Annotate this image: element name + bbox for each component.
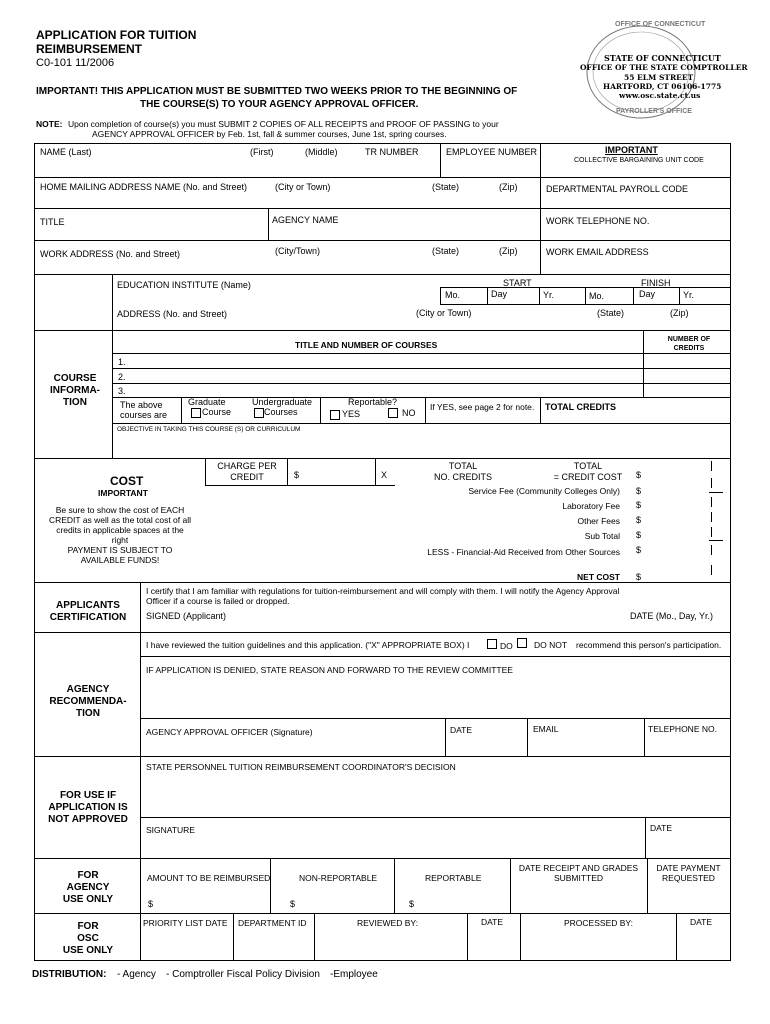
frame-right bbox=[730, 143, 731, 961]
label-important: IMPORTANT bbox=[605, 145, 658, 155]
label-institute-city: (City or Town) bbox=[416, 308, 472, 318]
frame-top bbox=[34, 143, 731, 144]
label-amount-reimbursed: AMOUNT TO BE REIMBURSED bbox=[147, 873, 271, 883]
label-start-mo: Mo. bbox=[445, 290, 461, 300]
label-start: START bbox=[503, 278, 532, 288]
section-agency-rec: AGENCY RECOMMENDA- TION bbox=[49, 684, 127, 719]
label-other-fees: Other Fees bbox=[577, 516, 620, 526]
label-bargaining-code: COLLECTIVE BARGAINING UNIT CODE bbox=[574, 157, 704, 164]
label-recommend: recommend this person's participation. bbox=[576, 640, 722, 650]
label-institute: EDUCATION INSTITUTE (Name) bbox=[117, 280, 251, 290]
dollar-other-fees: $ bbox=[636, 515, 642, 525]
label-employee-number: EMPLOYEE NUMBER bbox=[446, 147, 538, 157]
seal-arc-top: OFFICE OF CONNECTICUT bbox=[615, 21, 706, 28]
label-total-credits: TOTAL CREDITS bbox=[545, 402, 617, 412]
label-institute-zip: (Zip) bbox=[670, 308, 689, 318]
multiply-x: X bbox=[381, 470, 388, 480]
dollar-less-aid: $ bbox=[636, 545, 642, 555]
label-number-credits: NUMBER OF CREDITS bbox=[667, 336, 711, 352]
label-home-zip: (Zip) bbox=[499, 182, 518, 192]
label-finish: FINISH bbox=[641, 278, 671, 288]
label-processed-by: PROCESSED BY: bbox=[564, 918, 633, 928]
label-work-email: WORK EMAIL ADDRESS bbox=[546, 247, 649, 257]
do-not-checkbox[interactable] bbox=[517, 638, 527, 648]
label-institute-address: ADDRESS (No. and Street) bbox=[117, 309, 228, 319]
label-yes: YES bbox=[342, 409, 361, 419]
important-notice-line1: IMPORTANT! THIS APPLICATION MUST BE SUBMITTED TWO WEEKS PRIOR TO THE BEGINNING OF bbox=[36, 86, 518, 97]
label-reviewed: I have reviewed the tuition guidelines and this application. ("X" APPROPRIATE BOX) I bbox=[146, 640, 470, 650]
label-undergraduate: Undergraduate bbox=[252, 397, 313, 407]
distribution-comptroller: - Comptroller Fiscal Policy Division bbox=[166, 969, 320, 980]
note-line2: AGENCY APPROVAL OFFICER by Feb. 1st, fall & summer courses, June 1st, spring courses. bbox=[92, 129, 447, 139]
label-middle: (Middle) bbox=[305, 147, 338, 157]
cost-instructions: Be sure to show the cost of EACH CREDIT as well as the total cost of all credits in applicable spaces at the right PAYMENT IS SUBJECT TO AVAILABLE FUNDS! bbox=[48, 505, 192, 565]
distribution-employee: -Employee bbox=[330, 969, 378, 980]
label-na-date: DATE bbox=[650, 823, 673, 833]
form-number: C0-101 11/2006 bbox=[36, 57, 115, 69]
label-total-no-credits: TOTAL NO. CREDITS bbox=[433, 461, 492, 482]
label-net-cost: NET COST bbox=[577, 572, 620, 582]
dollar-non-reportable: $ bbox=[290, 899, 296, 909]
form-title-line2: REIMBURSEMENT bbox=[36, 42, 143, 56]
cert-text-2: Officer if a course is failed or dropped. bbox=[146, 596, 290, 606]
label-course-option: Course bbox=[202, 407, 232, 417]
label-priority-date: PRIORITY LIST DATE bbox=[143, 918, 228, 928]
label-agency-name: AGENCY NAME bbox=[272, 215, 339, 225]
undergraduate-checkbox[interactable] bbox=[254, 408, 264, 418]
label-above-1: The above bbox=[120, 400, 163, 410]
cost-title: COST bbox=[110, 474, 144, 488]
section-agency-use: FOR AGENCY USE ONLY bbox=[62, 870, 114, 905]
label-if-yes-note: If YES, see page 2 for note. bbox=[430, 402, 535, 412]
label-home-address: HOME MAILING ADDRESS NAME (No. and Street) bbox=[40, 182, 248, 192]
form-title-line1: APPLICATION FOR TUITION bbox=[36, 28, 197, 42]
label-finish-mo: Mo. bbox=[589, 291, 605, 301]
label-title-courses: TITLE AND NUMBER OF COURSES bbox=[295, 340, 438, 350]
label-osc-date: DATE bbox=[481, 917, 504, 927]
label-finish-day: Day bbox=[639, 289, 656, 299]
charge-dollar: $ bbox=[294, 470, 300, 480]
section-applicants-cert: APPLICANTS CERTIFICATION bbox=[49, 600, 127, 623]
label-rec-date: DATE bbox=[450, 725, 473, 735]
label-officer-signature: AGENCY APPROVAL OFFICER (Signature) bbox=[146, 727, 313, 737]
section-not-approved: FOR USE IF APPLICATION IS NOT APPROVED bbox=[48, 790, 128, 825]
label-work-phone: WORK TELEPHONE NO. bbox=[546, 216, 650, 226]
label-finish-yr: Yr. bbox=[683, 290, 695, 300]
reportable-no-checkbox[interactable] bbox=[388, 408, 398, 418]
section-osc-use: FOR OSC USE ONLY bbox=[62, 921, 114, 956]
course-row-1: 1. bbox=[118, 357, 126, 367]
frame-bottom bbox=[34, 960, 731, 961]
seal-arc-bottom: PAYROLLER'S OFFICE bbox=[616, 108, 692, 115]
label-no: NO bbox=[402, 408, 416, 418]
label-cert-date: DATE (Mo., Day, Yr.) bbox=[630, 611, 714, 621]
frame-left bbox=[34, 143, 35, 961]
cost-important: IMPORTANT bbox=[98, 488, 148, 498]
label-start-day: Day bbox=[491, 289, 508, 299]
label-signed-applicant: SIGNED (Applicant) bbox=[146, 611, 227, 621]
label-payroll-code: DEPARTMENTAL PAYROLL CODE bbox=[546, 184, 689, 194]
dollar-amount: $ bbox=[148, 899, 154, 909]
label-title: TITLE bbox=[40, 217, 65, 227]
label-objective: OBJECTIVE IN TAKING THIS COURSE (S) OR CURRICULUM bbox=[117, 426, 301, 433]
label-denied-reason: IF APPLICATION IS DENIED, STATE REASON AND FORWARD TO THE REVIEW COMMITTEE bbox=[146, 665, 513, 675]
seal-line1: STATE OF CONNECTICUT bbox=[604, 53, 721, 63]
label-rec-telephone: TELEPHONE NO. bbox=[648, 724, 717, 734]
dollar-lab-fee: $ bbox=[636, 500, 642, 510]
cert-text-1: I certify that I am familiar with regulations for tuition-reimbursement and will comply with them. I will notify the Agency Approval bbox=[146, 586, 620, 596]
label-home-state: (State) bbox=[432, 182, 460, 192]
label-reviewed-by: REVIEWED BY: bbox=[357, 918, 418, 928]
label-work-zip: (Zip) bbox=[499, 246, 518, 256]
label-home-city: (City or Town) bbox=[275, 182, 331, 192]
course-row-2: 2. bbox=[118, 372, 126, 382]
dollar-service-fee: $ bbox=[636, 486, 642, 496]
important-notice-line2: THE COURSE(S) TO YOUR AGENCY APPROVAL OFFICER. bbox=[140, 99, 419, 110]
label-do-not: DO NOT bbox=[534, 640, 568, 650]
label-non-reportable: NON-REPORTABLE bbox=[299, 873, 378, 883]
label-date-payment: DATE PAYMENT REQUESTED bbox=[656, 863, 721, 883]
label-work-city: (City/Town) bbox=[275, 246, 321, 256]
label-first: (First) bbox=[250, 147, 274, 157]
label-courses-option: Courses bbox=[264, 407, 298, 417]
label-coordinator-decision: STATE PERSONNEL TUITION REIMBURSEMENT COORDINATOR'S DECISION bbox=[146, 762, 456, 772]
label-rec-email: EMAIL bbox=[533, 724, 559, 734]
distribution-agency: - Agency bbox=[117, 969, 156, 980]
label-reportable: Reportable? bbox=[348, 397, 398, 407]
seal-line2: OFFICE OF THE STATE COMPTROLLER bbox=[580, 63, 748, 72]
label-name-last: NAME (Last) bbox=[40, 147, 92, 157]
label-sub-total: Sub Total bbox=[584, 531, 620, 541]
distribution-label: DISTRIBUTION: bbox=[32, 969, 107, 980]
course-row-3: 3. bbox=[118, 386, 126, 396]
label-do: DO bbox=[500, 641, 513, 651]
label-na-signature: SIGNATURE bbox=[146, 825, 195, 835]
comptroller-seal bbox=[575, 20, 748, 120]
label-lab-fee: Laboratory Fee bbox=[562, 501, 620, 511]
dollar-net-cost: $ bbox=[636, 572, 642, 582]
label-total-credit-cost: TOTAL = CREDIT COST bbox=[553, 461, 623, 482]
reportable-yes-checkbox[interactable] bbox=[330, 410, 340, 420]
label-above-2: courses are bbox=[120, 410, 168, 420]
seal-line3: 55 ELM STREET bbox=[624, 73, 694, 82]
label-department-id: DEPARTMENT ID bbox=[238, 918, 307, 928]
label-date-receipt: DATE RECEIPT AND GRADES SUBMITTED bbox=[518, 863, 639, 883]
label-less-aid: LESS - Financial-Aid Received from Other Sources bbox=[427, 547, 620, 557]
note-label: NOTE: bbox=[36, 119, 63, 129]
graduate-checkbox[interactable] bbox=[191, 408, 201, 418]
section-course-info: COURSE INFORMA- TION bbox=[50, 373, 100, 408]
label-tr-number: TR NUMBER bbox=[365, 147, 419, 157]
label-work-address: WORK ADDRESS (No. and Street) bbox=[40, 249, 181, 259]
label-work-state: (State) bbox=[432, 246, 460, 256]
note-line1: Upon completion of course(s) you must SUBMIT 2 COPIES OF ALL RECEIPTS and PROOF OF PASSING to your bbox=[68, 119, 499, 129]
seal-line5: www.osc.state.ct.us bbox=[619, 91, 701, 100]
label-charge-per-credit: CHARGE PER CREDIT bbox=[217, 461, 277, 482]
label-reportable-amount: REPORTABLE bbox=[425, 873, 482, 883]
do-checkbox[interactable] bbox=[487, 639, 497, 649]
dollar-sub-total: $ bbox=[636, 530, 642, 540]
label-service-fee: Service Fee (Community Colleges Only) bbox=[468, 486, 620, 496]
label-graduate: Graduate bbox=[188, 397, 226, 407]
label-institute-state: (State) bbox=[597, 308, 625, 318]
seal-line4: HARTFORD, CT 06106-1775 bbox=[603, 82, 722, 91]
label-start-yr: Yr. bbox=[543, 290, 555, 300]
label-osc-date2: DATE bbox=[690, 917, 713, 927]
dollar-credit-cost: $ bbox=[636, 470, 642, 480]
dollar-reportable: $ bbox=[409, 899, 415, 909]
